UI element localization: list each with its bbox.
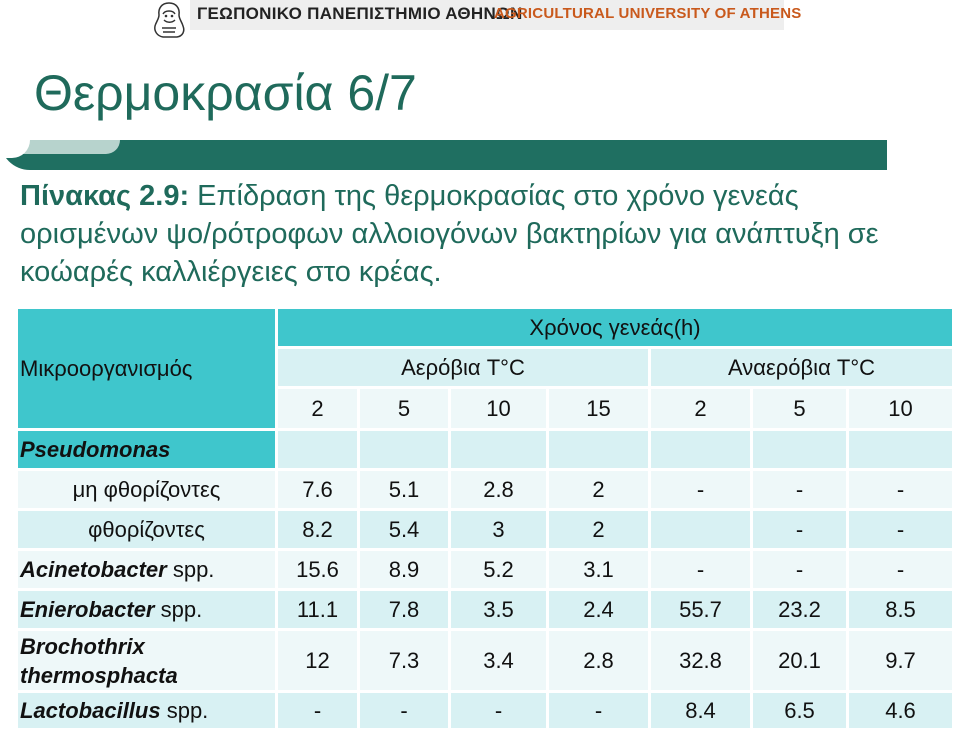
value-cell: 8.9 (359, 550, 450, 590)
value-cell: 7.3 (359, 630, 450, 692)
value-cell: 8.4 (650, 692, 752, 730)
generation-time-header: Χρόνος γενεάς(h) (277, 308, 954, 348)
value-cell: 6.5 (752, 692, 848, 730)
value-cell: - (277, 692, 359, 730)
value-cell: 11.1 (277, 590, 359, 630)
table-caption (20, 177, 920, 291)
value-cell: - (752, 550, 848, 590)
value-cell: 2.8 (548, 630, 650, 692)
value-cell: 20.1 (752, 630, 848, 692)
slide-title: Θερμοκρασία 6/7 (34, 65, 417, 121)
value-cell: 23.2 (752, 590, 848, 630)
header-banner (0, 0, 960, 44)
value-cell: - (848, 470, 954, 510)
microorganism-header: Μικροοργανισμός (17, 308, 277, 430)
table-row (17, 510, 954, 550)
table-row (17, 692, 954, 730)
value-cell: - (848, 510, 954, 550)
value-cell: 32.8 (650, 630, 752, 692)
university-english-name: AGRICULTURAL UNIVERSITY OF ATHENS (494, 5, 802, 22)
value-cell: 3 (450, 510, 548, 550)
value-cell: 3.5 (450, 590, 548, 630)
value-cell (650, 510, 752, 550)
temp-cell: 5 (752, 388, 848, 430)
value-cell: 7.8 (359, 590, 450, 630)
university-greek-name: ΓΕΩΠΟΝΙΚΟ ΠΑΝΕΠΙΣΤΗΜΙΟ ΑΘΗΝΩΝ (197, 4, 523, 23)
table-row (17, 630, 954, 692)
value-cell: - (359, 692, 450, 730)
group-pseudomonas: Pseudomonas (17, 430, 277, 470)
value-cell: 4.6 (848, 692, 954, 730)
value-cell: - (650, 550, 752, 590)
value-cell: - (650, 470, 752, 510)
value-cell: - (848, 550, 954, 590)
value-cell: 2 (548, 470, 650, 510)
anaerobic-header: Αναερόβια T°C (650, 348, 954, 388)
temp-cell: 10 (450, 388, 548, 430)
value-cell: 9.7 (848, 630, 954, 692)
value-cell: 5.1 (359, 470, 450, 510)
row-name: φθορίζοντες (17, 510, 277, 550)
value-cell: 3.4 (450, 630, 548, 692)
row-name: Acinetobacter spp. (17, 550, 277, 590)
row-name: Lactobacillus spp. (17, 692, 277, 730)
temp-cell: 2 (277, 388, 359, 430)
title-underline-bar (0, 140, 887, 170)
value-cell: - (548, 692, 650, 730)
value-cell: 55.7 (650, 590, 752, 630)
temp-cell: 5 (359, 388, 450, 430)
temp-cell: 10 (848, 388, 954, 430)
temp-cell: 15 (548, 388, 650, 430)
table-row (17, 590, 954, 630)
temp-cell: 2 (650, 388, 752, 430)
value-cell: 2.8 (450, 470, 548, 510)
generation-time-table (15, 306, 955, 731)
value-cell: 15.6 (277, 550, 359, 590)
value-cell: 3.1 (548, 550, 650, 590)
value-cell: 12 (277, 630, 359, 692)
table-row (17, 550, 954, 590)
caption-text: Επίδραση της θερμοκρασίας στο χρόνο γενεάς ορισμένων ψο/ρότροφων αλλοιογόνων βακτηρίων για ανάπτυξη σε κοώαρές καλλιέργειες στο κρέας. (20, 180, 879, 288)
caption-label: Πίνακας 2.9: (20, 180, 190, 212)
value-cell: 2.4 (548, 590, 650, 630)
value-cell: 7.6 (277, 470, 359, 510)
aerobic-header: Αερόβια T°C (277, 348, 650, 388)
row-name: μη φθορίζοντες (17, 470, 277, 510)
value-cell: 5.2 (450, 550, 548, 590)
table-row (17, 470, 954, 510)
row-name: Brochothrix thermosphacta (17, 630, 277, 692)
university-seal-icon (150, 0, 188, 40)
value-cell: - (450, 692, 548, 730)
row-name: Enierobacter spp. (17, 590, 277, 630)
value-cell: 2 (548, 510, 650, 550)
value-cell: - (752, 470, 848, 510)
value-cell: 8.5 (848, 590, 954, 630)
value-cell: 8.2 (277, 510, 359, 550)
value-cell: 5.4 (359, 510, 450, 550)
value-cell: - (752, 510, 848, 550)
